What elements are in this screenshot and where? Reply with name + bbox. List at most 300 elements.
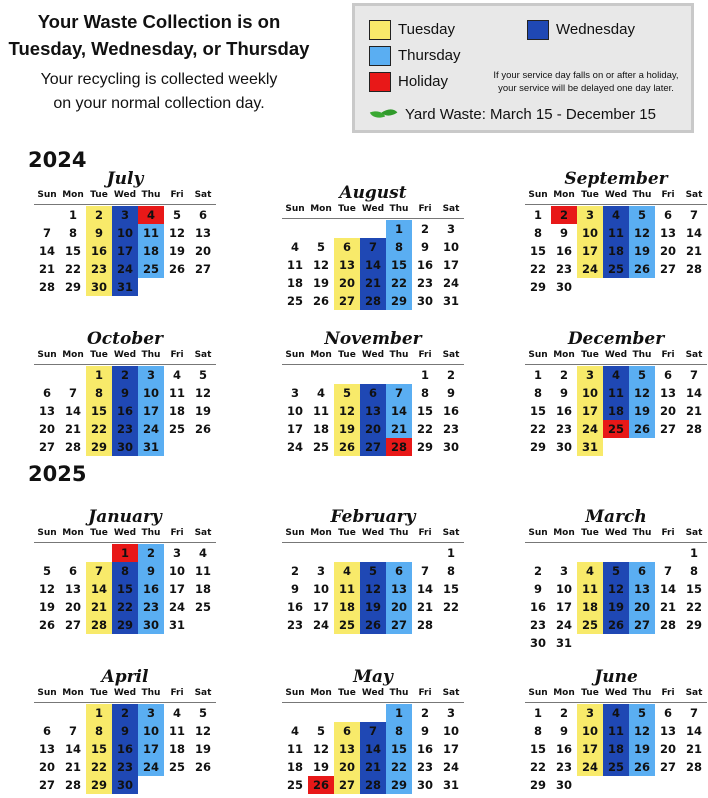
day-cell: 30 bbox=[112, 776, 138, 794]
day-cell: 16 bbox=[442, 404, 459, 418]
day-cell: 24 bbox=[138, 758, 164, 776]
day-cell: 15 bbox=[685, 582, 702, 596]
day-cell: 27 bbox=[194, 262, 211, 276]
day-cell: 14 bbox=[64, 742, 81, 756]
month-name: May bbox=[353, 667, 393, 687]
weekday-header: Wed bbox=[113, 190, 137, 200]
weekday-header: Mon bbox=[553, 350, 575, 360]
day-cell: 14 bbox=[659, 582, 676, 596]
weekday-header: Fri bbox=[170, 688, 184, 698]
day-cell: 19 bbox=[194, 404, 211, 418]
wednesday-label: Wednesday bbox=[556, 21, 635, 38]
day-cell: 5 bbox=[316, 240, 325, 254]
day-cell: 15 bbox=[442, 582, 459, 596]
day-cell: 2 bbox=[420, 706, 429, 720]
day-cell: 26 bbox=[603, 616, 629, 634]
day-cell: 3 bbox=[112, 206, 138, 224]
day-cell: 10 bbox=[312, 582, 329, 596]
day-cell: 27 bbox=[334, 776, 360, 794]
header-title bbox=[6, 8, 312, 62]
day-cell: 3 bbox=[290, 386, 299, 400]
day-cell: 25 bbox=[334, 616, 360, 634]
day-cell: 11 bbox=[603, 722, 629, 740]
day-cell: 22 bbox=[86, 420, 112, 438]
day-cell: 30 bbox=[86, 278, 112, 296]
holiday-note-line2: your service will be delayed one day later. bbox=[498, 83, 674, 94]
weekday-header: Fri bbox=[170, 190, 184, 200]
day-cell: 5 bbox=[629, 206, 655, 224]
day-cell: 2 bbox=[290, 564, 299, 578]
weekday-header: Tue bbox=[338, 688, 356, 698]
weekday-header: Sun bbox=[285, 688, 305, 698]
day-cell: 21 bbox=[360, 758, 386, 776]
weekday-header: Sat bbox=[685, 350, 703, 360]
day-cell: 28 bbox=[386, 438, 412, 456]
day-cell: 18 bbox=[194, 582, 211, 596]
day-cell: 5 bbox=[603, 562, 629, 580]
day-cell: 27 bbox=[659, 262, 676, 276]
yard-waste-label: Yard Waste: March 15 - December 15 bbox=[405, 106, 656, 123]
day-cell: 4 bbox=[198, 546, 207, 560]
day-cell: 2 bbox=[559, 368, 568, 382]
day-cell: 13 bbox=[38, 404, 55, 418]
day-cell: 1 bbox=[68, 208, 77, 222]
day-cell: 5 bbox=[42, 564, 51, 578]
day-cell: 21 bbox=[360, 274, 386, 292]
day-cell: 25 bbox=[603, 420, 629, 438]
day-cell: 26 bbox=[168, 262, 185, 276]
day-cell: 3 bbox=[446, 222, 455, 236]
day-cell: 11 bbox=[312, 404, 329, 418]
day-cell: 22 bbox=[386, 274, 412, 292]
day-cell: 13 bbox=[659, 386, 676, 400]
weekday-header: Thu bbox=[389, 350, 409, 360]
day-cell: 26 bbox=[194, 760, 211, 774]
day-cell: 22 bbox=[386, 758, 412, 776]
day-cell: 25 bbox=[194, 600, 211, 614]
day-cell: 12 bbox=[629, 384, 655, 402]
day-cell: 13 bbox=[659, 226, 676, 240]
day-cell: 3 bbox=[577, 366, 603, 384]
day-cell: 28 bbox=[360, 292, 386, 310]
weekday-header: Mon bbox=[62, 190, 84, 200]
month-name: January bbox=[88, 507, 162, 527]
day-cell: 5 bbox=[629, 366, 655, 384]
weekday-header: Thu bbox=[632, 190, 652, 200]
day-cell: 4 bbox=[138, 206, 164, 224]
weekday-header: Wed bbox=[113, 528, 137, 538]
day-cell: 10 bbox=[138, 722, 164, 740]
weekday-header: Sun bbox=[528, 350, 548, 360]
day-cell: 7 bbox=[86, 562, 112, 580]
weekday-header: Fri bbox=[170, 528, 184, 538]
weekday-header: Wed bbox=[604, 350, 628, 360]
day-cell: 20 bbox=[659, 742, 676, 756]
month-name: February bbox=[330, 507, 416, 527]
weekday-header: Sun bbox=[37, 688, 57, 698]
day-cell: 13 bbox=[194, 226, 211, 240]
day-cell: 12 bbox=[312, 742, 329, 756]
weekday-header: Thu bbox=[389, 688, 409, 698]
day-cell: 1 bbox=[420, 368, 429, 382]
day-cell: 11 bbox=[286, 742, 303, 756]
weekday-header: Mon bbox=[553, 688, 575, 698]
day-cell: 23 bbox=[555, 262, 572, 276]
day-cell: 21 bbox=[416, 600, 433, 614]
day-cell: 30 bbox=[555, 778, 572, 792]
day-cell: 14 bbox=[64, 404, 81, 418]
weekday-header: Fri bbox=[661, 350, 675, 360]
weekday-header: Thu bbox=[141, 350, 161, 360]
day-cell: 28 bbox=[86, 616, 112, 634]
day-cell: 4 bbox=[577, 562, 603, 580]
day-cell: 1 bbox=[386, 704, 412, 722]
day-cell: 14 bbox=[685, 724, 702, 738]
day-cell: 25 bbox=[138, 260, 164, 278]
day-cell: 18 bbox=[334, 598, 360, 616]
holiday-note-line1: If your service day falls on or after a holiday, bbox=[493, 70, 679, 81]
weekday-header: Mon bbox=[310, 688, 332, 698]
day-cell: 24 bbox=[442, 760, 459, 774]
day-cell: 27 bbox=[629, 616, 655, 634]
day-cell: 3 bbox=[316, 564, 325, 578]
day-cell: 29 bbox=[685, 618, 702, 632]
day-cell: 2 bbox=[420, 222, 429, 236]
day-cell: 24 bbox=[555, 618, 572, 632]
day-cell: 1 bbox=[86, 704, 112, 722]
day-cell: 22 bbox=[64, 262, 81, 276]
day-cell: 8 bbox=[446, 564, 455, 578]
day-cell: 8 bbox=[533, 226, 542, 240]
weekday-header: Sat bbox=[194, 350, 212, 360]
weekday-header: Mon bbox=[62, 688, 84, 698]
day-cell: 9 bbox=[138, 562, 164, 580]
weekday-header: Fri bbox=[661, 528, 675, 538]
day-cell: 6 bbox=[334, 238, 360, 256]
day-cell: 29 bbox=[386, 292, 412, 310]
day-cell: 29 bbox=[86, 438, 112, 456]
weekday-header: Sun bbox=[528, 528, 548, 538]
day-cell: 20 bbox=[194, 244, 211, 258]
day-cell: 8 bbox=[86, 722, 112, 740]
day-cell: 4 bbox=[172, 706, 181, 720]
tuesday-label: Tuesday bbox=[398, 21, 455, 38]
day-cell: 12 bbox=[603, 580, 629, 598]
day-cell: 4 bbox=[603, 206, 629, 224]
day-cell: 13 bbox=[38, 742, 55, 756]
day-cell: 2 bbox=[112, 704, 138, 722]
day-cell: 24 bbox=[577, 420, 603, 438]
day-cell: 25 bbox=[286, 294, 303, 308]
day-cell: 22 bbox=[685, 600, 702, 614]
header-rule bbox=[34, 364, 216, 365]
header-title-line2: Tuesday, Wednesday, or Thursday bbox=[8, 38, 310, 59]
day-cell: 11 bbox=[168, 724, 185, 738]
day-cell: 19 bbox=[312, 760, 329, 774]
day-cell: 23 bbox=[555, 760, 572, 774]
day-cell: 30 bbox=[555, 280, 572, 294]
day-cell: 8 bbox=[689, 564, 698, 578]
day-cell: 7 bbox=[42, 226, 51, 240]
month-name: August bbox=[339, 183, 407, 203]
day-cell: 18 bbox=[286, 760, 303, 774]
weekday-header: Wed bbox=[361, 350, 385, 360]
day-cell: 31 bbox=[442, 778, 459, 792]
day-cell: 22 bbox=[442, 600, 459, 614]
day-cell: 21 bbox=[386, 420, 412, 438]
day-cell: 7 bbox=[68, 724, 77, 738]
day-cell: 23 bbox=[112, 420, 138, 438]
weekday-header: Tue bbox=[90, 688, 108, 698]
header-rule bbox=[525, 204, 707, 205]
holiday-note bbox=[481, 69, 691, 95]
day-cell: 20 bbox=[629, 598, 655, 616]
day-cell: 2 bbox=[559, 706, 568, 720]
day-cell: 7 bbox=[689, 706, 698, 720]
day-cell: 29 bbox=[386, 776, 412, 794]
weekday-header: Tue bbox=[90, 350, 108, 360]
day-cell: 8 bbox=[420, 386, 429, 400]
day-cell: 31 bbox=[168, 618, 185, 632]
day-cell: 26 bbox=[334, 438, 360, 456]
day-cell: 18 bbox=[286, 276, 303, 290]
day-cell: 1 bbox=[386, 220, 412, 238]
weekday-header: Wed bbox=[604, 190, 628, 200]
weekday-header: Sun bbox=[37, 528, 57, 538]
weekday-header: Sun bbox=[528, 190, 548, 200]
day-cell: 1 bbox=[689, 546, 698, 560]
day-cell: 19 bbox=[312, 276, 329, 290]
day-cell: 5 bbox=[198, 706, 207, 720]
day-cell: 6 bbox=[629, 562, 655, 580]
day-cell: 30 bbox=[555, 440, 572, 454]
weekday-header: Wed bbox=[604, 528, 628, 538]
day-cell: 15 bbox=[86, 740, 112, 758]
day-cell: 8 bbox=[386, 238, 412, 256]
weekday-header: Tue bbox=[581, 688, 599, 698]
day-cell: 23 bbox=[555, 422, 572, 436]
day-cell: 28 bbox=[659, 618, 676, 632]
day-cell: 24 bbox=[577, 260, 603, 278]
day-cell: 17 bbox=[138, 740, 164, 758]
day-cell: 29 bbox=[529, 280, 546, 294]
day-cell: 6 bbox=[663, 368, 672, 382]
weekday-header: Sun bbox=[285, 528, 305, 538]
day-cell: 12 bbox=[360, 580, 386, 598]
header-rule bbox=[282, 542, 464, 543]
day-cell: 26 bbox=[629, 420, 655, 438]
day-cell: 6 bbox=[360, 384, 386, 402]
day-cell: 10 bbox=[112, 224, 138, 242]
weekday-header: Sat bbox=[442, 528, 460, 538]
wednesday-swatch bbox=[527, 20, 549, 40]
weekday-header: Sun bbox=[285, 350, 305, 360]
weekday-header: Sat bbox=[442, 350, 460, 360]
day-cell: 27 bbox=[334, 292, 360, 310]
day-cell: 9 bbox=[446, 386, 455, 400]
day-cell: 9 bbox=[86, 224, 112, 242]
day-cell: 24 bbox=[577, 758, 603, 776]
day-cell: 31 bbox=[555, 636, 572, 650]
day-cell: 2 bbox=[551, 206, 577, 224]
day-cell: 16 bbox=[112, 402, 138, 420]
day-cell: 13 bbox=[334, 740, 360, 758]
year-label-2024: 2024 bbox=[28, 148, 87, 172]
day-cell: 27 bbox=[38, 778, 55, 792]
weekday-header: Sun bbox=[528, 688, 548, 698]
day-cell: 26 bbox=[312, 294, 329, 308]
weekday-header: Fri bbox=[661, 190, 675, 200]
day-cell: 16 bbox=[86, 242, 112, 260]
day-cell: 26 bbox=[629, 260, 655, 278]
day-cell: 12 bbox=[194, 386, 211, 400]
day-cell: 14 bbox=[416, 582, 433, 596]
day-cell: 2 bbox=[533, 564, 542, 578]
weekday-header: Tue bbox=[338, 204, 356, 214]
day-cell: 17 bbox=[312, 600, 329, 614]
day-cell: 6 bbox=[198, 208, 207, 222]
day-cell: 11 bbox=[138, 224, 164, 242]
weekday-header: Tue bbox=[338, 528, 356, 538]
day-cell: 19 bbox=[38, 600, 55, 614]
day-cell: 21 bbox=[38, 262, 55, 276]
day-cell: 10 bbox=[138, 384, 164, 402]
weekday-header: Tue bbox=[90, 190, 108, 200]
day-cell: 4 bbox=[603, 704, 629, 722]
day-cell: 7 bbox=[386, 384, 412, 402]
day-cell: 20 bbox=[360, 420, 386, 438]
day-cell: 8 bbox=[68, 226, 77, 240]
thursday-swatch bbox=[369, 46, 391, 66]
weekday-header: Sat bbox=[685, 190, 703, 200]
weekday-header: Mon bbox=[62, 350, 84, 360]
day-cell: 24 bbox=[168, 600, 185, 614]
day-cell: 28 bbox=[685, 760, 702, 774]
day-cell: 18 bbox=[168, 742, 185, 756]
day-cell: 19 bbox=[629, 740, 655, 758]
day-cell: 23 bbox=[138, 598, 164, 616]
day-cell: 31 bbox=[112, 278, 138, 296]
header-title-line1: Your Waste Collection is on bbox=[37, 11, 281, 32]
month-name: April bbox=[101, 667, 149, 687]
day-cell: 11 bbox=[194, 564, 211, 578]
day-cell: 17 bbox=[442, 258, 459, 272]
day-cell: 23 bbox=[86, 260, 112, 278]
day-cell: 27 bbox=[64, 618, 81, 632]
day-cell: 23 bbox=[112, 758, 138, 776]
year-label-2025: 2025 bbox=[28, 462, 87, 486]
day-cell: 16 bbox=[416, 258, 433, 272]
day-cell: 7 bbox=[360, 238, 386, 256]
day-cell: 11 bbox=[603, 384, 629, 402]
day-cell: 21 bbox=[86, 598, 112, 616]
day-cell: 19 bbox=[629, 242, 655, 260]
weekday-header: Fri bbox=[170, 350, 184, 360]
weekday-header: Tue bbox=[90, 528, 108, 538]
day-cell: 15 bbox=[86, 402, 112, 420]
day-cell: 20 bbox=[38, 422, 55, 436]
header-rule bbox=[525, 364, 707, 365]
day-cell: 19 bbox=[603, 598, 629, 616]
day-cell: 24 bbox=[112, 260, 138, 278]
day-cell: 29 bbox=[529, 440, 546, 454]
header-rule bbox=[282, 218, 464, 219]
weekday-header: Tue bbox=[338, 350, 356, 360]
day-cell: 17 bbox=[138, 402, 164, 420]
day-cell: 9 bbox=[533, 582, 542, 596]
weekday-header: Fri bbox=[418, 204, 432, 214]
day-cell: 5 bbox=[172, 208, 181, 222]
weekday-header: Sat bbox=[194, 688, 212, 698]
day-cell: 15 bbox=[64, 244, 81, 258]
day-cell: 28 bbox=[64, 440, 81, 454]
day-cell: 1 bbox=[446, 546, 455, 560]
weekday-header: Mon bbox=[553, 528, 575, 538]
tuesday-swatch bbox=[369, 20, 391, 40]
day-cell: 24 bbox=[286, 440, 303, 454]
day-cell: 18 bbox=[603, 740, 629, 758]
weekday-header: Mon bbox=[62, 528, 84, 538]
day-cell: 3 bbox=[559, 564, 568, 578]
header-subtitle-line2: on your normal collection day. bbox=[53, 95, 265, 112]
weekday-header: Tue bbox=[581, 190, 599, 200]
day-cell: 23 bbox=[529, 618, 546, 632]
day-cell: 10 bbox=[168, 564, 185, 578]
legend-box bbox=[352, 3, 694, 133]
header-rule bbox=[282, 702, 464, 703]
header-subtitle-line1: Your recycling is collected weekly bbox=[40, 71, 278, 88]
day-cell: 29 bbox=[416, 440, 433, 454]
weekday-header: Thu bbox=[141, 688, 161, 698]
day-cell: 1 bbox=[112, 544, 138, 562]
day-cell: 30 bbox=[529, 636, 546, 650]
day-cell: 8 bbox=[386, 722, 412, 740]
day-cell: 13 bbox=[360, 402, 386, 420]
day-cell: 12 bbox=[334, 402, 360, 420]
day-cell: 1 bbox=[533, 368, 542, 382]
day-cell: 27 bbox=[360, 438, 386, 456]
day-cell: 12 bbox=[629, 722, 655, 740]
day-cell: 3 bbox=[138, 704, 164, 722]
day-cell: 12 bbox=[168, 226, 185, 240]
weekday-header: Sat bbox=[194, 190, 212, 200]
day-cell: 10 bbox=[286, 404, 303, 418]
day-cell: 28 bbox=[360, 776, 386, 794]
day-cell: 18 bbox=[138, 242, 164, 260]
day-cell: 21 bbox=[685, 404, 702, 418]
day-cell: 22 bbox=[529, 422, 546, 436]
day-cell: 20 bbox=[64, 600, 81, 614]
month-name: November bbox=[324, 329, 422, 349]
day-cell: 7 bbox=[663, 564, 672, 578]
day-cell: 22 bbox=[86, 758, 112, 776]
day-cell: 21 bbox=[64, 760, 81, 774]
day-cell: 25 bbox=[168, 760, 185, 774]
header-rule bbox=[34, 542, 216, 543]
day-cell: 25 bbox=[603, 758, 629, 776]
day-cell: 12 bbox=[38, 582, 55, 596]
day-cell: 21 bbox=[659, 600, 676, 614]
day-cell: 5 bbox=[198, 368, 207, 382]
day-cell: 20 bbox=[659, 244, 676, 258]
day-cell: 13 bbox=[64, 582, 81, 596]
day-cell: 27 bbox=[659, 422, 676, 436]
day-cell: 8 bbox=[112, 562, 138, 580]
day-cell: 6 bbox=[334, 722, 360, 740]
day-cell: 10 bbox=[577, 384, 603, 402]
day-cell: 16 bbox=[555, 404, 572, 418]
day-cell: 7 bbox=[689, 208, 698, 222]
